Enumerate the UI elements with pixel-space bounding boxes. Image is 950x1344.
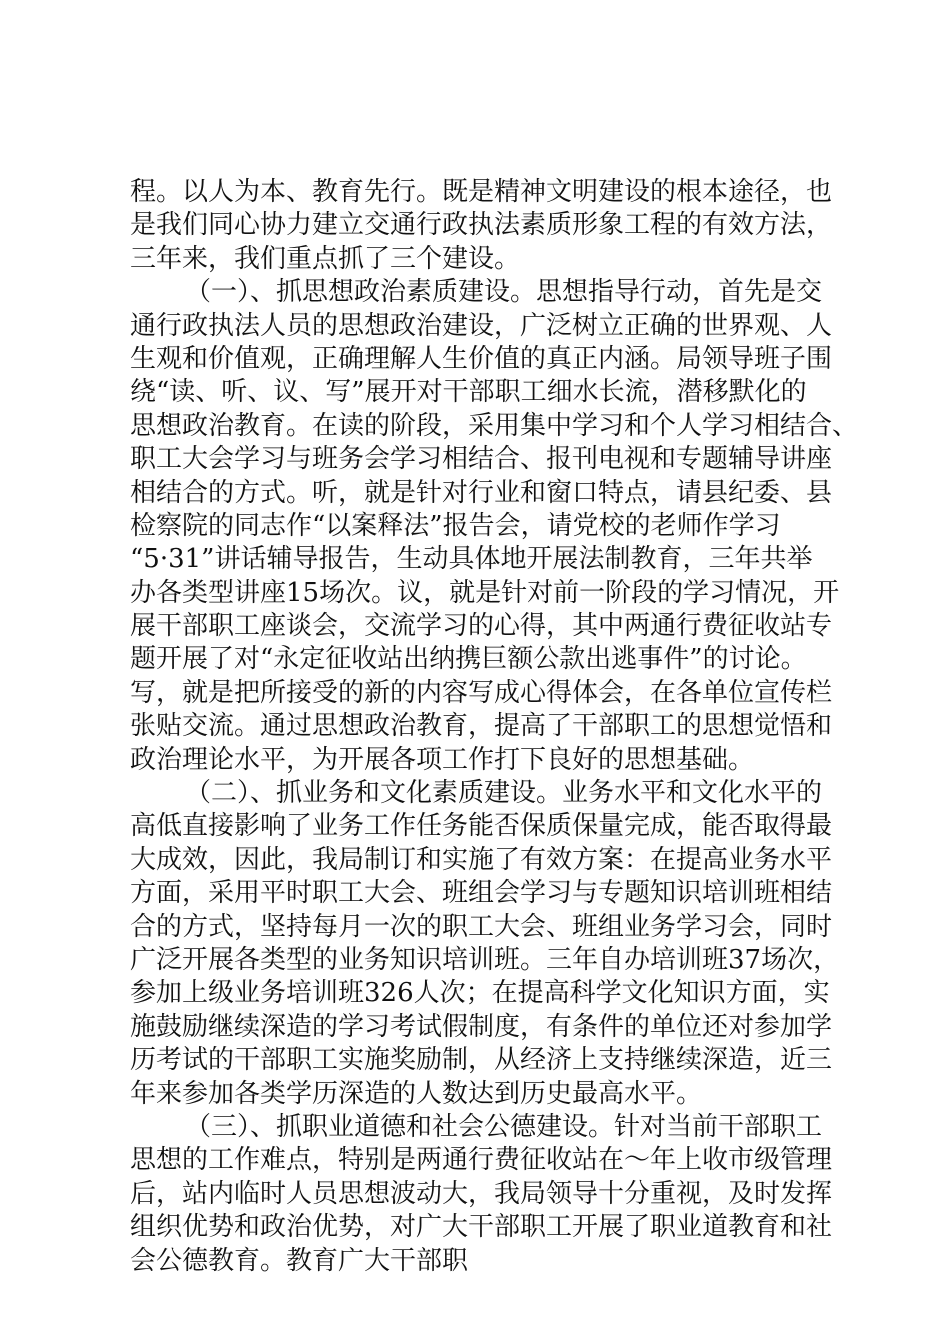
text-line: 年来参加各类学历深造的人数达到历史最高水平。 <box>130 1078 703 1109</box>
text-line: 生观和价值观，正确理解人生价值的真正内涵。局领导班子围 <box>130 343 833 374</box>
paragraph-first-line: （三）、抓职业道德和社会公德建设。针对当前干部职工 <box>185 1111 823 1142</box>
text-line: 参加上级业务培训班326人次；在提高科学文化知识方面，实 <box>130 978 830 1009</box>
text-line: 程。以人为本、教育先行。既是精神文明建设的根本途径，也 <box>130 177 833 207</box>
text-line: 大成效，因此，我局制订和实施了有效方案：在提高业务水平 <box>130 844 833 875</box>
text-line: 相结合的方式。听，就是针对行业和窗口特点，请县纪委、县 <box>130 477 833 508</box>
text-line: 检察院的同志作“以案释法”报告会，请党校的老师作学习 <box>130 510 781 541</box>
text-line: 绕“读、听、议、写”展开对干部职工细水长流，潜移默化的 <box>130 377 807 408</box>
text-line: 组织优势和政治优势，对广大干部职工开展了职业道教育和社 <box>130 1212 833 1243</box>
document-body <box>130 176 859 1278</box>
text-line: 会公德教育。教育广大干部职 <box>130 1245 469 1276</box>
text-line: 三年来，我们重点抓了三个建设。 <box>130 243 521 274</box>
text-line: 合的方式，坚持每月一次的职工大会、班组业务学习会，同时 <box>130 911 833 942</box>
text-line: 历考试的干部职工实施奖励制，从经济上支持继续深造，近三 <box>130 1045 833 1076</box>
paragraph-first-line: （二）、抓业务和文化素质建设。业务水平和文化水平的 <box>185 778 823 809</box>
text-line: 写，就是把所接受的新的内容写成心得体会，在各单位宣传栏 <box>130 677 833 708</box>
paragraph-first-line: （一）、抓思想政治素质建设。思想指导行动，首先是交 <box>185 277 823 308</box>
text-line: “5·31”讲话辅导报告，生动具体地开展法制教育，三年共举 <box>130 544 813 575</box>
text-line: 方面，采用平时职工大会、班组会学习与专题知识培训班相结 <box>130 878 833 909</box>
text-line: 通行政执法人员的思想政治建设，广泛树立正确的世界观、人 <box>130 310 833 341</box>
text-line: 广泛开展各类型的业务知识培训班。三年自办培训班37场次， <box>130 944 840 975</box>
text-line: 是我们同心协力建立交通行政执法素质形象工程的有效方法， <box>130 210 833 241</box>
text-line: 办各类型讲座15场次。议，就是针对前一阶段的学习情况，开 <box>130 577 840 608</box>
text-line: 后，站内临时人员思想波动大，我局领导十分重视，及时发挥 <box>130 1178 833 1209</box>
text-line: 张贴交流。通过思想政治教育，提高了干部职工的思想觉悟和 <box>130 711 833 742</box>
text-line: 思想政治教育。在读的阶段，采用集中学习和个人学习相结合、 <box>130 410 859 441</box>
text-line: 职工大会学习与班务会学习相结合、报刊电视和专题辅导讲座 <box>130 444 833 475</box>
text-line: 题开展了对“永定征收站出纳携巨额公款出逃事件”的讨论。 <box>130 644 807 675</box>
text-line: 思想的工作难点，特别是两通行费征收站在～年上收市级管理 <box>130 1145 833 1176</box>
text-line: 政治理论水平，为开展各项工作打下良好的思想基础。 <box>130 744 755 775</box>
text-line: 高低直接影响了业务工作任务能否保质保量完成，能否取得最 <box>130 811 833 842</box>
text-line: 展干部职工座谈会，交流学习的心得，其中两通行费征收站专 <box>130 611 833 642</box>
text-line: 施鼓励继续深造的学习考试假制度，有条件的单位还对参加学 <box>130 1011 833 1042</box>
